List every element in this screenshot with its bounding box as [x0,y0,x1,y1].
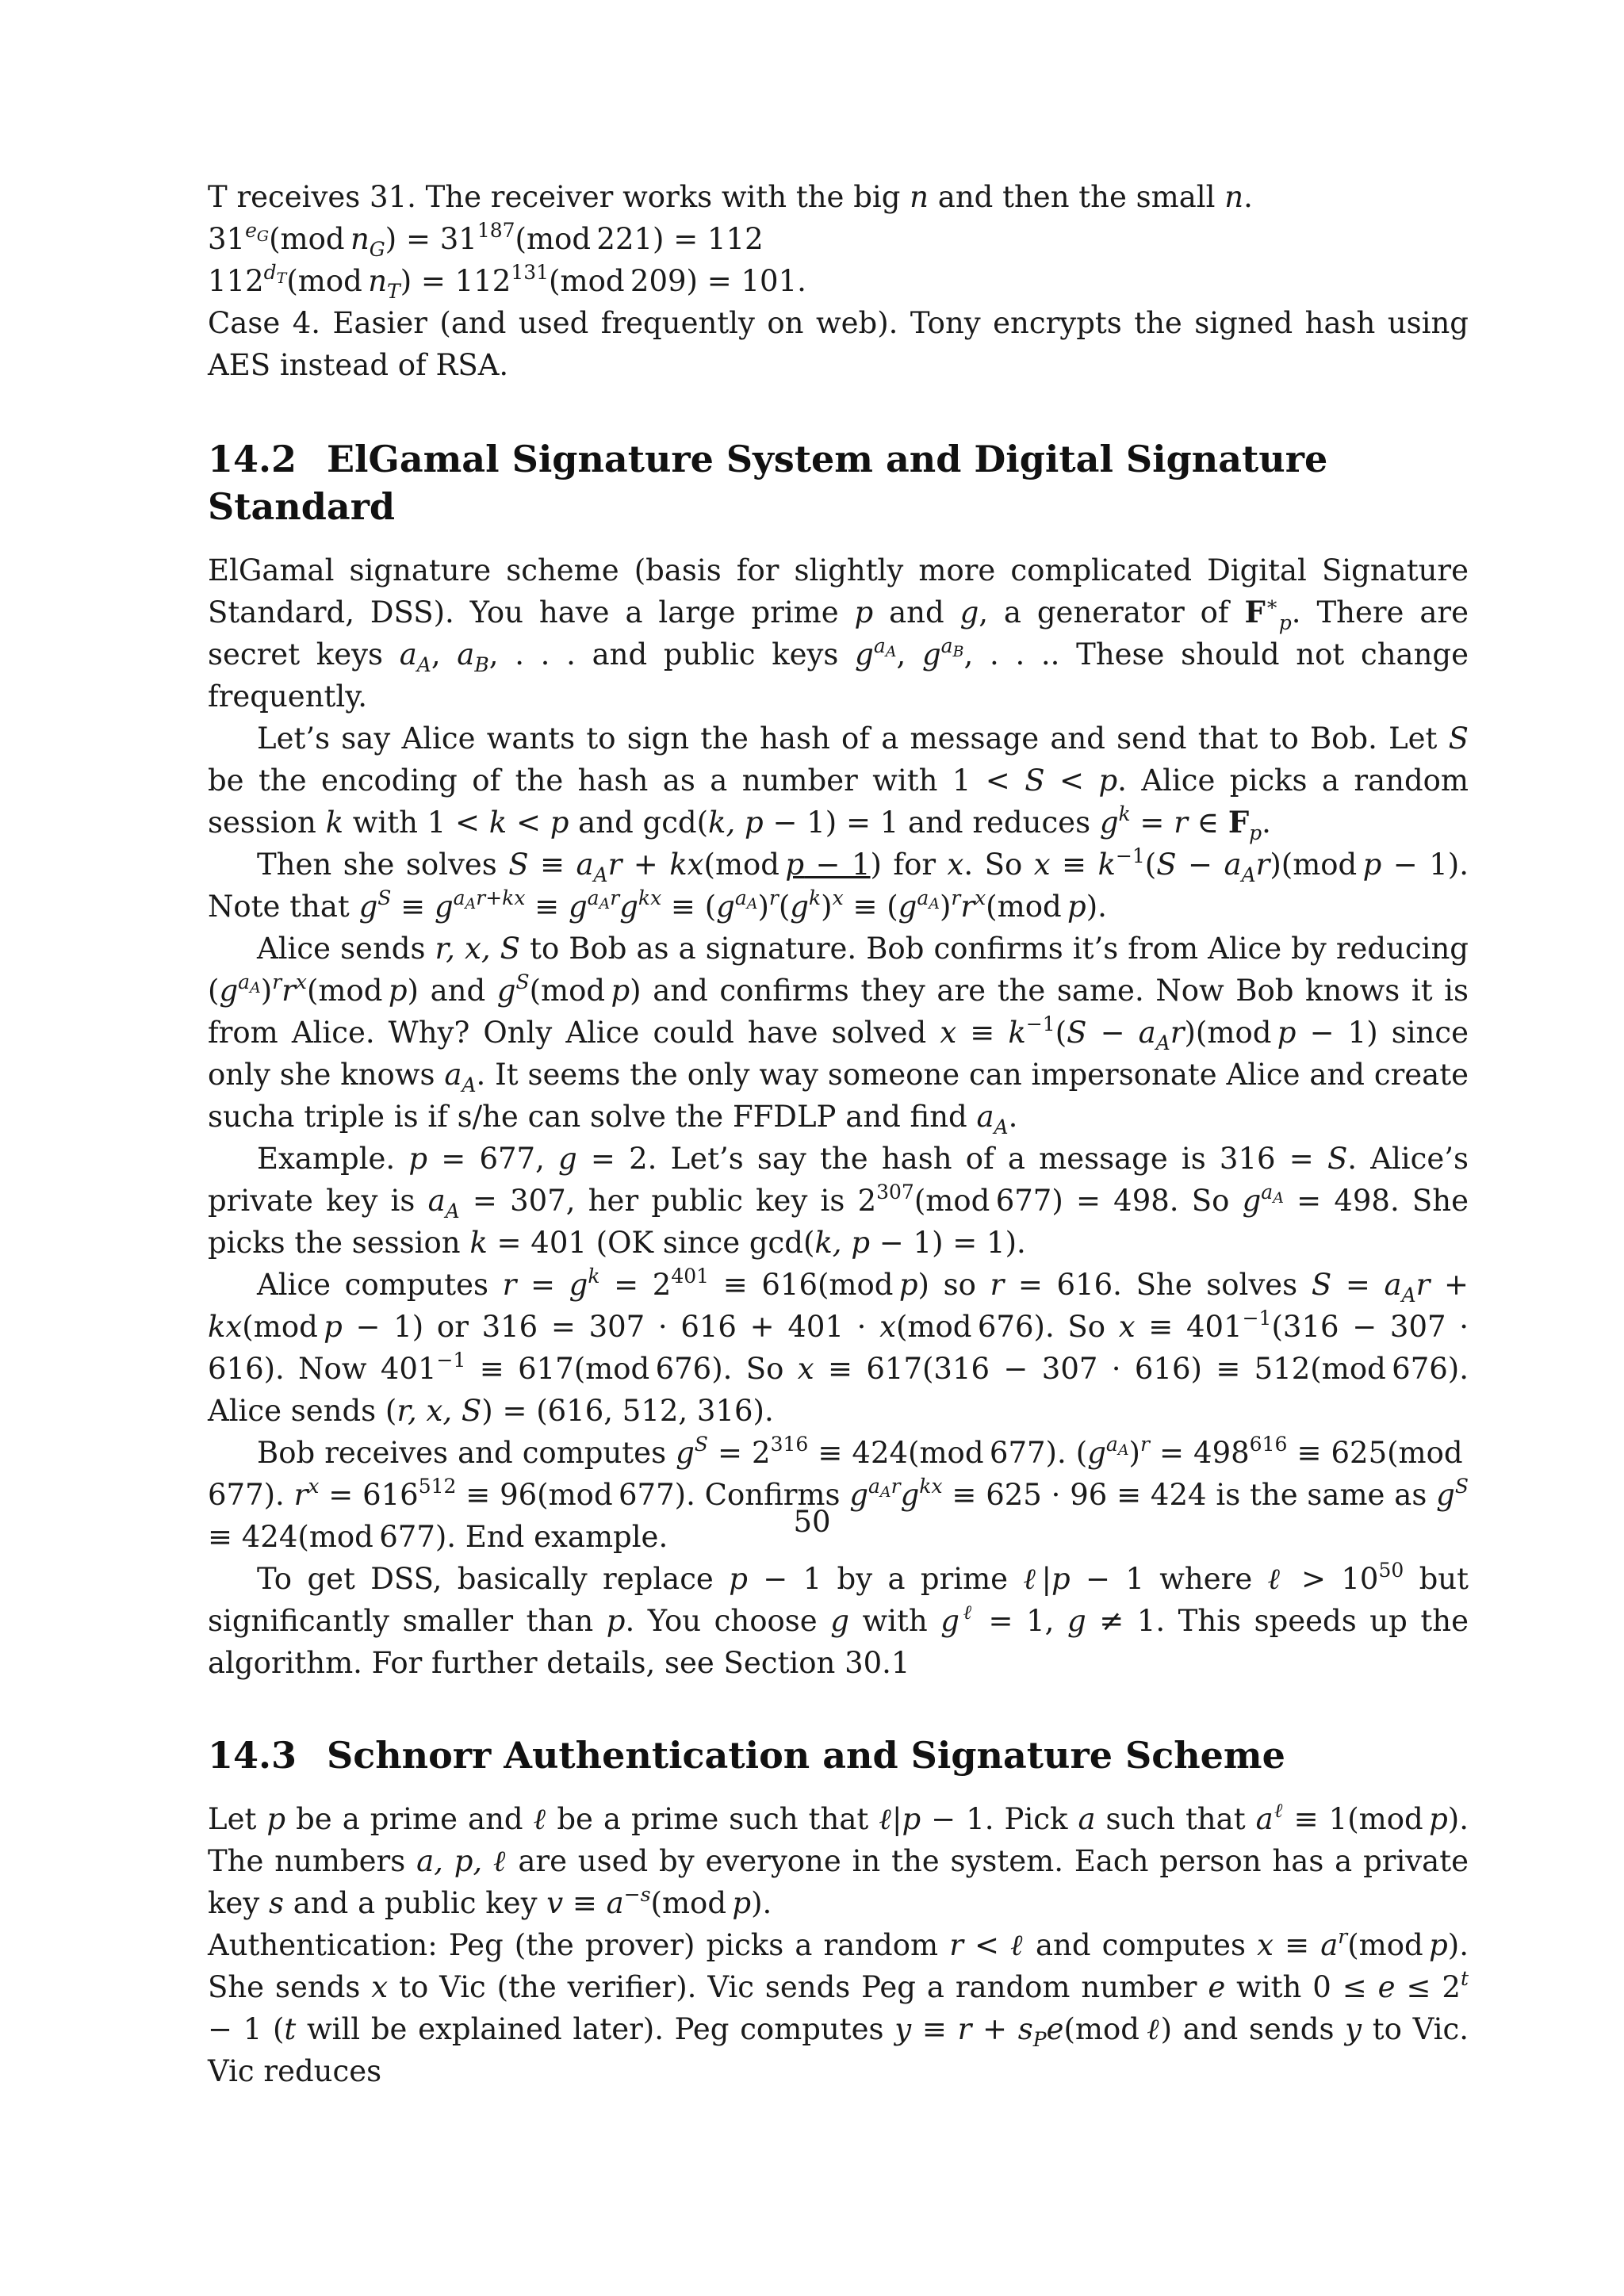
paragraph-elgamal-intro: ElGamal signature scheme (basis for slightly more complicated Digital Signature Standard, DSS). You have a large prime p and g, a generator of $F^∗_p$. There are secret keys $a_A$, $a_B$, . . . and public keys $g^{a_A}$, $g^{a_B}$, . . .. These should not change frequently. [208,553,1469,714]
paragraph-alice-sends: Alice sends r, x, S to Bob as a signature. Bob confirms it’s from Alice by reducing $(g^{a_A})^rr^x(mod$ p) and $g^S(mod$ p) and confirms they are the same. Now Bob knows it is from Alice. Why? Only Alice could have solved $x \equiv k^{-1}(S - a_Ar)(mod$ p − 1) since only she knows $a_A$. It seems the only way someone can impersonate Alice and create sucha triple is if s/he can solve the FFDLP and find $a_A$. [208,932,1469,1138]
paragraph-authentication: Authentication: Peg (the prover) picks a random r < ℓ and computes $x \equiv a^r(mod$ p). She sends x to Vic (the verifier). Vic sends Peg a random number e with $0 \le e \le 2^t - 1$ (t will be explained later). Peg computes $y \equiv r + s_Pe(mod$ ℓ) and sends y to Vic. Vic reduces [208,1925,1469,2088]
paragraph-t-receives: T receives 31. The receiver works with the big n and then the small n. [208,180,1253,214]
section-number: 14.3 [208,1734,297,1777]
section-title: Schnorr Authentication and Signature Scheme [327,1734,1285,1777]
paragraph-alice-computes: Alice computes $r = g^k = 2^{401} \equiv 616(mod$ p) so r = 616. She solves $S = a_Ar + kx(mod$ p − 1) or 316 = 307 · 616 + 401 · x(mod 676). So $x \equiv 401^{-1}(316 - 307 \cdot 616)$. Now $401^{-1} \equiv 617(mod$ 676). So x ≡ 617(316 − 307 · 616) ≡ 512(mod 676). Alice sends (r, x, S) = (616, 512, 316). [208,1265,1469,1428]
equation-112: $112^{d_T}(mod$ $n_T) = 112^{131}(mod$ 209) = 101. [208,261,806,303]
section-heading-14-3 [208,1732,1469,1779]
section-heading-14-2 [208,435,1469,530]
paragraph-bob-receives: Bob receives and computes $g^S = 2^{316} \equiv 424(mod$ 677). $(g^{a_A})^r = 498^{616} \equiv 625(mod$ 677). $r^x = 616^{512} \equiv 96(mod$ 677). Confirms $g^{a_Ar}g^{kx} \equiv 625 \cdot 96 \equiv 424$ is the same as $g^S \equiv 424(mod$ 677). End example. [208,1433,1469,1554]
page-body [208,176,1469,2092]
paragraph-dss: To get DSS, basically replace p − 1 by a prime ℓ|p − 1 where ℓ > $10^{50}$ but significantly smaller than p. You choose g with $g^\ell = 1$, g ≠ 1. This speeds up the algorithm. For further details, see Section 30.1 [208,1559,1469,1680]
page-number: 50 [793,1505,831,1539]
section-title: ElGamal Signature System and Digital Signature Standard [208,438,1328,528]
section-number: 14.2 [208,438,297,480]
paragraph-alice-sign: Let’s say Alice wants to sign the hash of a message and send that to Bob. Let S be the encoding of the hash as a number with 1 < S < p. Alice picks a random session k with 1 < k < p and gcd(k, p − 1) = 1 and reduces $g^k = r$ ∈ $F_p$. [208,721,1469,844]
paragraph-example: Example. p = 677, g = 2. Let’s say the hash of a message is 316 = S. Alice’s private key is $a_A = 307$, her public key is $2^{307}(mod$ 677) = 498. So $g^{a_A} = 498$. She picks the session k = 401 (OK since gcd(k, p − 1) = 1). [208,1142,1469,1260]
paragraph-schnorr-intro: Let p be a prime and ℓ be a prime such that ℓ|p − 1. Pick a such that $a^\ell \equiv 1(mod$ p). The numbers a, p, ℓ are used by everyone in the system. Each person has a private key s and a public key $v \equiv a^{-s}(mod$ p). [208,1799,1469,1920]
paragraph-solves: Then she solves $S \equiv a_Ar + kx(mod$ p − 1) for x. So $x \equiv k^{-1}(S - a_Ar)(mod$ p − 1). Note that $g^S \equiv g^{a_Ar+kx} \equiv g^{a_Ar}g^{kx} \equiv (g^{a_A})^r(g^k)^x \equiv (g^{a_A})^rr^x(mod$ p). [208,844,1469,924]
paragraph-case-4: Case 4. Easier (and used frequently on web). Tony encrypts the signed hash using AES instead of RSA. [208,306,1469,382]
equation-31: $31^{e_G}(mod$ $n_G) = 31^{187}(mod$ 221) = 112 [208,219,764,261]
